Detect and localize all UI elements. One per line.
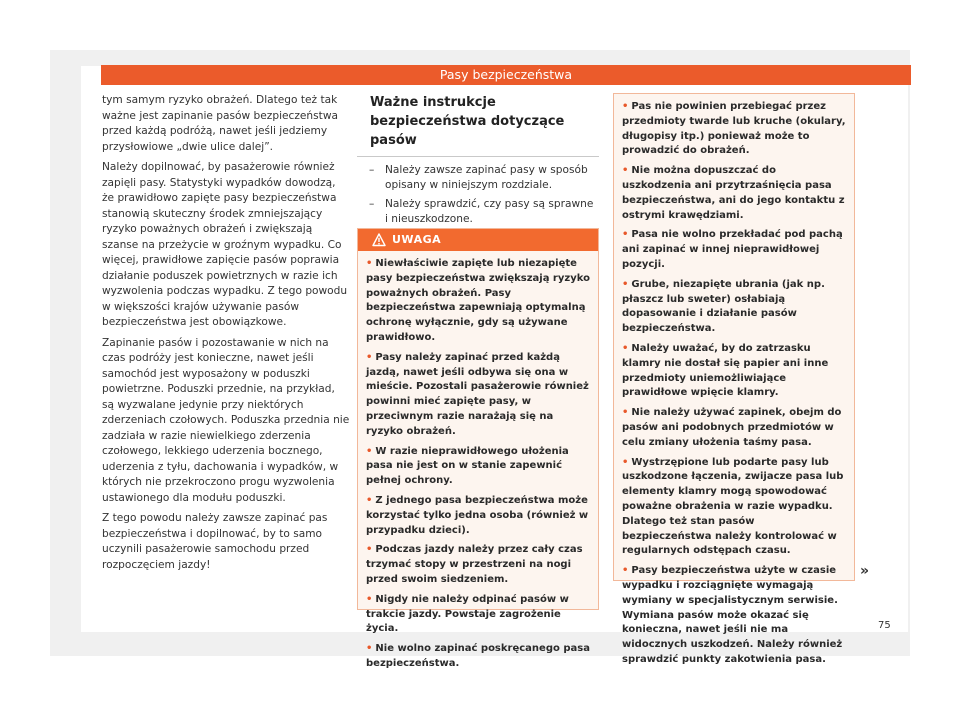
list-item	[622, 164, 846, 223]
page-number: 75	[878, 620, 891, 631]
bullet-icon: •	[366, 494, 373, 506]
continue-marker: »	[860, 563, 870, 579]
list-item	[366, 351, 590, 440]
list-item-text: Podczas jazdy należy przez cały czas trzymać stopy w przestrzeni na nogi przed swoim siedzeniem.	[366, 544, 583, 585]
bullet-icon: •	[366, 351, 373, 363]
list-item-text: Grube, niezapięte ubrania (jak np. płaszcz lub sweter) osłabiają dopasowanie i działanie pasów bezpieczeństwa.	[622, 278, 825, 335]
list-item-text: Nie można dopuszczać do uszkodzenia ani przytrzaśnięcia pasa bezpieczeństwa, ani do jego kontaktu z ostrymi krawędziami.	[622, 165, 845, 221]
list-item	[366, 642, 590, 672]
bullet-icon: •	[366, 544, 373, 556]
divider	[357, 156, 599, 157]
list-item-text: Należy uważać, by do zatrzasku klamry nie dostał się papier ani inne przedmioty uniemożliwiające prawidłowe wpięcie klamry.	[622, 342, 829, 399]
list-item-text: Pasy bezpieczeństwa użyte w czasie wypadku i rozciągnięte wymagają wymiany w specjalistycznym serwisie. Wymiana pasów może okazać się konieczna, nawet jeśli nie ma widocznych uszkodzeń. Należy również sprawdzić punkty zakotwienia pasa.	[622, 565, 843, 665]
list-item	[366, 543, 590, 587]
paragraph: Należy dopilnować, by pasażerowie również zapięli pasy. Statystyki wypadków dowodzą, że prawidłowo zapięte pasy bezpieczeństwa stanowią skuteczny środek zmniejszający ryzyko poważnych obrażeń i zwiększają szanse na przeżycie w groźnym wypadku. Co więcej, prawidłowe zapięcie pasów poprawia działanie poduszek powietrznych w razie ich wyzwolenia podczas wypadku. Z tego powodu w większości krajów używanie pasów bezpieczeństwa jest obowiązkowe.	[102, 161, 348, 328]
list-item	[622, 342, 846, 401]
dash-bullet: –	[369, 198, 375, 210]
bullet-icon: •	[366, 643, 373, 655]
warning-header	[358, 229, 598, 251]
list-item	[622, 278, 846, 337]
bullet-icon: •	[622, 342, 629, 354]
list-item-text: Pasy należy zapinać przed każdą jazdą, nawet jeśli odbywa się ona w mieście. Pozostali pasażerowie również powinni mieć zapięte pasy, w przeciwnym razie narażają się na ryzyko obrażeń.	[366, 351, 589, 437]
list-item-text: W razie nieprawidłowego ułożenia pasa nie jest on w stanie zapewnić pełnej ochrony.	[366, 445, 569, 487]
list-item	[622, 564, 846, 668]
list-item-text: Wystrzępione lub podarte pasy lub uszkodzone łączenia, zwijacze pasa lub elementy klamry mogą spowodować poważne obrażenia w razie wypadku. Dlatego też stan pasów bezpieczeństwa należy kontrolować w regularnych odstępach czasu.	[622, 456, 844, 557]
list-item	[366, 257, 590, 346]
list-item	[369, 197, 599, 227]
bullet-icon: •	[622, 278, 629, 290]
list-item-text: Niewłaściwie zapięte lub niezapięte pasy bezpieczeństwa zwiększają ryzyko poważnych obrażeń. Pasy bezpieczeństwa zapewniają optymalną ochronę wyłącznie, gdy są używane prawidłowo.	[366, 258, 590, 343]
bullet-icon: •	[622, 101, 629, 112]
paragraph: Zapinanie pasów i pozostawanie w nich na czas podróży jest konieczne, nawet jeśli samochód jest wyposażony w poduszki powietrzne. Poduszki przednie, na przykład, są wyzwalane jedynie przy niektórych zderzeniach czołowych. Poduszka przednia nie zadziała w razie niewielkiego zderzenia czołowego, lekkiego uderzenia bocznego, uderzenia z tyłu, dachowania i wypadków, w których nie przekroczono progu wyzwolenia ustawionego dla modułu poduszki.	[102, 336, 350, 504]
list-item-text: Należy sprawdzić, czy pasy są sprawne i nieuszkodzone.	[385, 198, 594, 225]
bullet-icon: •	[366, 258, 373, 269]
list-item-text: Pas nie powinien przebiegać przez przedmioty twarde lub kruche (okulary, długopisy itp.) ponieważ może to prowadzić do obrażeń.	[622, 101, 846, 157]
bullet-icon: •	[622, 229, 629, 241]
list-item	[366, 593, 590, 637]
page-title: Pasy bezpieczeństwa	[101, 65, 911, 85]
list-item	[366, 445, 590, 489]
list-item-text: Pasa nie wolno przekładać pod pachą ani zapinać w innej nieprawidłowej pozycji.	[622, 229, 843, 270]
list-item-text: Nie wolno zapinać poskręcanego pasa bezpieczeństwa.	[366, 643, 590, 669]
warning-box-continued	[613, 93, 855, 665]
list-item	[622, 456, 846, 560]
list-item-text: Nie należy używać zapinek, obejm do pasów ani podobnych przedmiotów w celu zmiany ułożenia taśmy pasa.	[622, 407, 842, 448]
warning-box	[357, 228, 599, 669]
list-item	[369, 163, 599, 193]
list-item	[622, 100, 846, 159]
list-item-text: Należy zawsze zapinać pasy w sposób opisany w niniejszym rozdziale.	[385, 164, 588, 191]
body-column-left	[102, 93, 350, 578]
bullet-icon: •	[622, 456, 629, 468]
warning-list	[358, 251, 598, 672]
list-item-text: Nigdy nie należy odpinać pasów w trakcie jazdy. Powstaje zagrożenie życia.	[366, 593, 569, 635]
list-item-text: Z jednego pasa bezpieczeństwa może korzystać tylko jedna osoba (również w przypadku dzieci).	[366, 494, 589, 536]
warning-list	[614, 94, 854, 668]
bullet-icon: •	[366, 593, 373, 605]
warning-label: UWAGA	[392, 233, 442, 246]
dash-bullet: –	[369, 164, 375, 176]
list-item	[622, 228, 846, 272]
list-item	[622, 406, 846, 450]
bullet-icon: •	[622, 407, 629, 419]
paragraph: tym samym ryzyko obrażeń. Dlatego też tak ważne jest zapinanie pasów bezpieczeństwa przed każdą podróżą, nawet jeśli jedziemy przysłowiowe „dwie ulice dalej”.	[102, 94, 338, 153]
list-item	[366, 494, 590, 538]
warning-triangle-icon	[372, 233, 386, 247]
instruction-list	[357, 163, 599, 227]
bullet-icon: •	[622, 165, 629, 177]
section-heading: Ważne instrukcje bezpieczeństwa dotyczące pasów	[370, 95, 565, 148]
body-column-middle	[357, 93, 599, 231]
paragraph: Z tego powodu należy zawsze zapinać pas bezpieczeństwa i dopilnować, by to samo uczynili pasażerowie samochodu przed rozpoczęciem jazdy!	[102, 512, 328, 571]
bullet-icon: •	[622, 565, 629, 577]
bullet-icon: •	[366, 445, 373, 457]
